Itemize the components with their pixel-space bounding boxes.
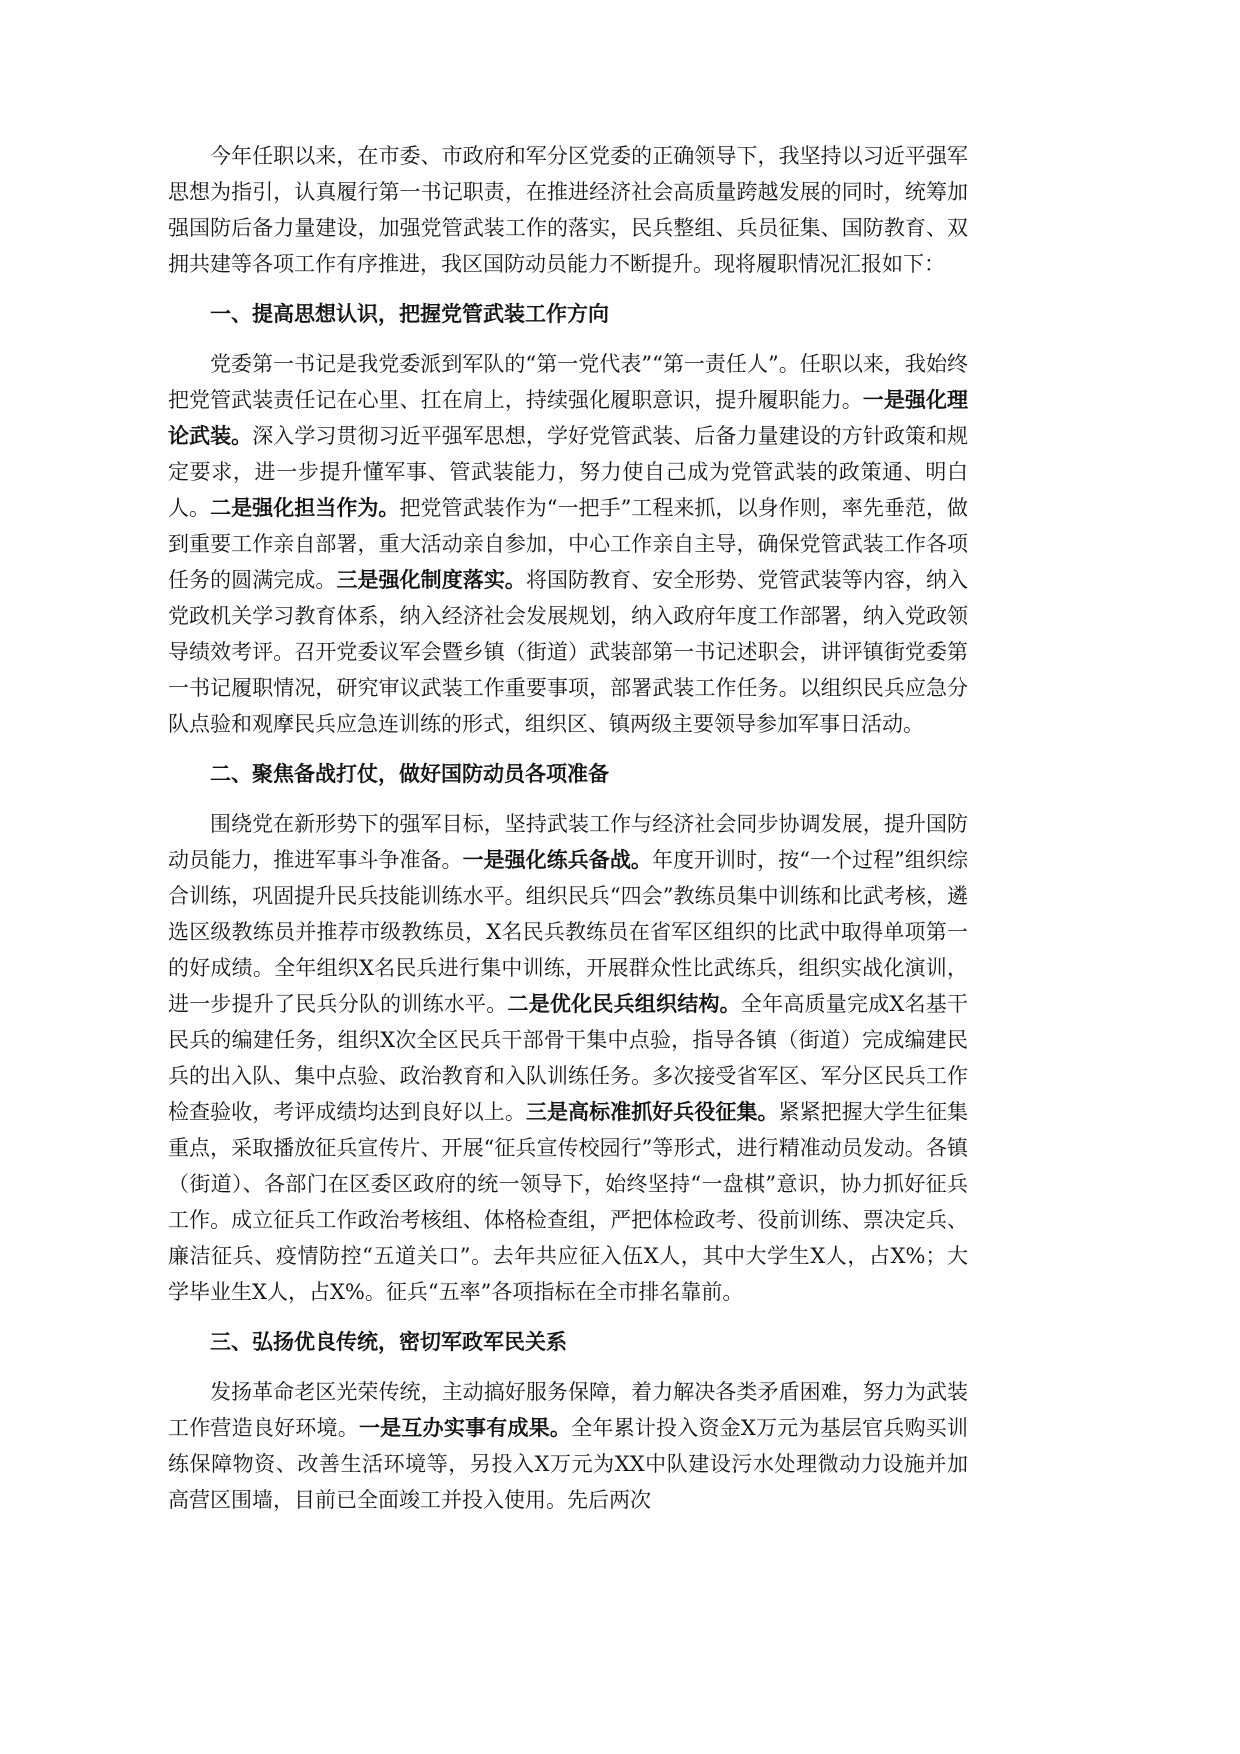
bold-text-run: 一是互办实事有成果。: [358, 1415, 572, 1440]
bold-text-run: 三是高标准抓好兵役征集。: [525, 1099, 779, 1124]
paragraph: [168, 806, 968, 1310]
section-heading: [168, 296, 968, 332]
text-run: 把党管武装作为“一把手”工程来抓，以身作则，率先垂范，做到重要工作亲自部署，重大活动亲自参加，中心工作亲自主导，确保党管武装工作各项任务的圆满完成。: [168, 496, 968, 592]
text-run: 党委第一书记是我党委派到军队的“第一党代表”“第一责任人”。任职以来，我始终把党管武装责任记在心里、扛在肩上，持续强化履职意识，提升履职能力。: [168, 352, 968, 412]
bold-text-run: 二、聚焦备战打仗，做好国防动员各项准备: [210, 761, 609, 786]
text-run: 年度开训时，按“一个过程”组织综合训练，巩固提升民兵技能训练水平。组织民兵“四会”教练员集中训练和比武考核，遴选区级教练员并推荐市级教练员，X名民兵教练员在省军区组织的比武中取得单项第一的好成绩。全年组织X名民兵进行集中训练，开展群众性比武练兵，组织实战化演训，进一步提升了民兵分队的训练水平。: [168, 848, 968, 1016]
text-run: 围绕党在新形势下的强军目标，坚持武装工作与经济社会同步协调发展，提升国防动员能力，推进军事斗争准备。: [168, 812, 968, 872]
bold-text-run: 一是强化理论武装。: [168, 387, 968, 448]
text-run: 将国防教育、安全形势、党管武装等内容，纳入党政机关学习教育体系，纳入经济社会发展规划，纳入政府年度工作部署，纳入党政领导绩效考评。召开党委议军会暨乡镇（街道）武装部第一书记述职会，讲评镇街党委第一书记履职情况，研究审议武装工作重要事项，部署武装工作任务。以组织民兵应急分队点验和观摩民兵应急连训练的形式，组织区、镇两级主要领导参加军事日活动。: [168, 568, 969, 736]
bold-text-run: 一是强化练兵备战。: [462, 847, 652, 872]
document-body: [168, 138, 968, 1518]
bold-text-run: 一、提高思想认识，把握党管武装工作方向: [210, 301, 609, 326]
paragraph: [168, 1374, 968, 1518]
text-run: 发扬革命老区光荣传统，主动搞好服务保障，着力解决各类矛盾困难，努力为武装工作营造良好环境。: [168, 1380, 968, 1440]
bold-text-run: 二是优化民兵组织结构。: [507, 991, 741, 1016]
bold-text-run: 三、弘扬优良传统，密切军政军民关系: [210, 1329, 567, 1354]
text-run: 今年任职以来，在市委、市政府和军分区党委的正确领导下，我坚持以习近平强军思想为指引，认真履行第一书记职责，在推进经济社会高质量跨越发展的同时，统筹加强国防后备力量建设，加强党管武装工作的落实，民兵整组、兵员征集、国防教育、双拥共建等各项工作有序推进，我区国防动员能力不断提升。现将履职情况汇报如下：: [168, 144, 968, 276]
section-heading: [168, 756, 968, 792]
text-run: 全年高质量完成X名基干民兵的编建任务，组织X次全区民兵干部骨干集中点验，指导各镇（街道）完成编建民兵的出入队、集中点验、政治教育和入队训练任务。多次接受省军区、军分区民兵工作检查验收，考评成绩均达到良好以上。: [168, 992, 969, 1124]
text-run: 紧紧把握大学生征集重点，采取播放征兵宣传片、开展“征兵宣传校园行”等形式，进行精准动员发动。各镇（街道）、各部门在区委区政府的统一领导下，始终坚持“一盘棋”意识，协力抓好征兵工作。成立征兵工作政治考核组、体格检查组，严把体检政考、役前训练、票决定兵、廉洁征兵、疫情防控“五道关口”。去年共应征入伍X人，其中大学生X人，占X%；大学毕业生X人，占X%。征兵“五率”各项指标在全市排名靠前。: [168, 1100, 969, 1304]
paragraph: [168, 138, 968, 282]
text-run: 全年累计投入资金X万元为基层官兵购买训练保障物资、改善生活环境等，另投入X万元为XX中队建设污水处理微动力设施并加高营区围墙，目前已全面竣工并投入使用。先后两次: [168, 1416, 969, 1512]
text-run: 深入学习贯彻习近平强军思想，学好党管武装、后备力量建设的方针政策和规定要求，进一步提升懂军事、管武装能力，努力使自己成为党管武装的政策通、明白人。: [168, 424, 968, 520]
bold-text-run: 三是强化制度落实。: [336, 567, 526, 592]
section-heading: [168, 1324, 968, 1360]
paragraph: [168, 346, 968, 742]
bold-text-run: 二是强化担当作为。: [210, 495, 400, 520]
